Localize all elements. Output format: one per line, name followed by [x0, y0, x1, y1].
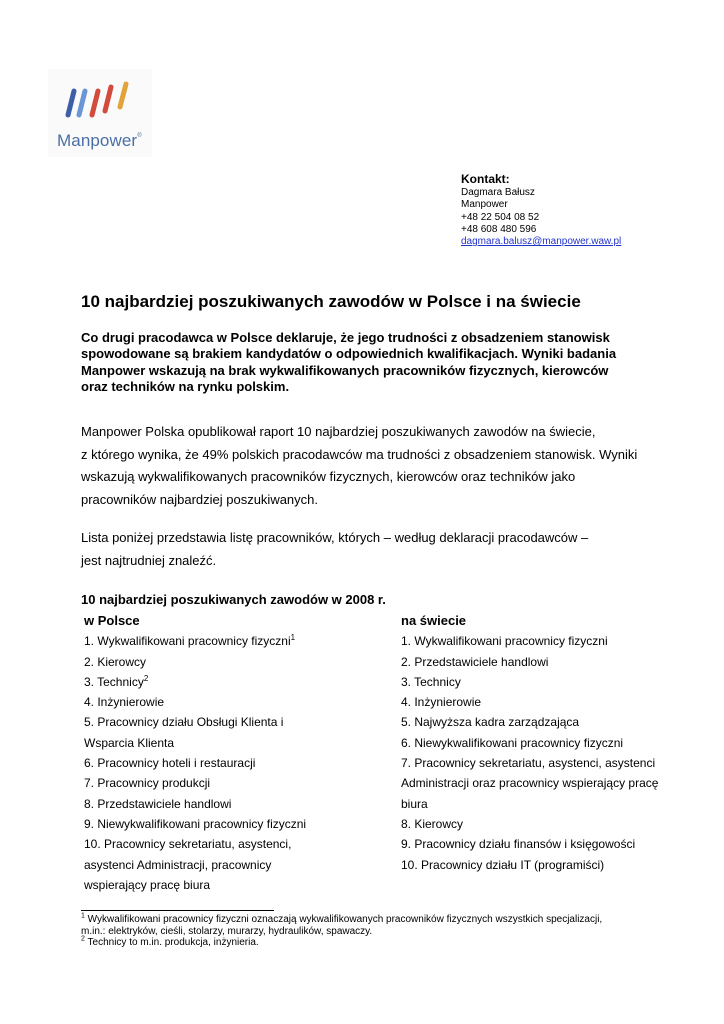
logo-stroke-5: [120, 84, 126, 107]
footnote-1-continuation: m.in.: elektryków, cieśli, stolarzy, murarzy, hydraulików, spawaczy.: [81, 925, 373, 937]
list-item: 6. Pracownicy hoteli i restauracji: [84, 756, 256, 771]
contact-block: [461, 172, 621, 248]
contact-email-link[interactable]: dagmara.balusz@manpower.waw.pl: [461, 236, 622, 248]
logo-stroke-3: [92, 91, 98, 115]
lead-paragraph: [81, 330, 641, 396]
list-item: 7. Pracownicy sekretariatu, asystenci, asystenci: [401, 756, 656, 771]
paragraph-line: pracowników najbardziej poszukiwanych.: [81, 491, 319, 507]
list-item: 5. Pracownicy działu Obsługi Klienta i: [84, 715, 284, 730]
footnotes: [81, 914, 602, 949]
logo-stroke-1: [68, 91, 74, 115]
footnote-1: [81, 914, 602, 926]
list-item-continuation: Wsparcia Klienta: [84, 735, 175, 750]
list-item: 1. Wykwalifikowani pracownicy fizyczni: [401, 634, 608, 649]
list-item: 9. Pracownicy działu finansów i księgowości: [401, 837, 636, 852]
list-item: [84, 672, 384, 692]
body-paragraph-2: [81, 527, 588, 572]
logo-wordmark-text: Manpower: [57, 131, 138, 150]
list-item: 10. Pracownicy sekretariatu, asystenci,: [84, 837, 292, 852]
list-item: 4. Inżynierowie: [84, 695, 165, 710]
contact-phone-1: +48 22 504 08 52: [461, 211, 540, 223]
contact-company: Manpower: [461, 199, 508, 211]
footnote-ref[interactable]: 1: [290, 633, 296, 643]
footnote-divider: [81, 910, 274, 911]
paragraph-line: Manpower Polska opublikował raport 10 najbardziej poszukiwanych zawodów na świecie,: [81, 424, 596, 439]
list-item-text: 3. Technicy: [84, 674, 144, 689]
contact-heading: Kontakt:: [461, 172, 510, 186]
world-column: [401, 611, 701, 875]
list-item: 2. Przedstawiciele handlowi: [401, 654, 549, 669]
footnote-text: Technicy to m.in. produkcja, inżynieria.: [84, 937, 259, 949]
paragraph-line: z którego wynika, że 49% polskich pracodawców ma trudności z obsadzeniem stanowisk. Wyniki: [81, 446, 638, 462]
poland-heading: w Polsce: [84, 613, 140, 628]
list-item: 3. Technicy: [401, 674, 461, 689]
list-item: 5. Najwyższa kadra zarządzająca: [401, 715, 580, 730]
body-paragraph-1: [81, 421, 637, 511]
lead-line: spowodowane są brakiem kandydatów o odpowiednich kwalifikacjach. Wyniki badania: [81, 346, 617, 362]
logo-wordmark: [57, 131, 142, 151]
list-item: 6. Niewykwalifikowani pracownicy fizyczni: [401, 735, 624, 750]
footnote-mark: 2: [81, 936, 85, 944]
world-heading: na świecie: [401, 613, 467, 628]
lead-line: Co drugi pracodawca w Polsce deklaruje, że jego trudności z obsadzeniem stanowisk: [81, 330, 610, 345]
logo-stroke-4: [105, 87, 111, 111]
list-item: 4. Inżynierowie: [401, 695, 482, 710]
list-item: 9. Niewykwalifikowani pracownicy fizyczni: [84, 816, 307, 831]
footnote-mark: 1: [81, 912, 85, 920]
page-title: 10 najbardziej poszukiwanych zawodów w Polsce i na świecie: [81, 292, 581, 311]
list-item: 8. Kierowcy: [401, 816, 464, 831]
list-item: 10. Pracownicy działu IT (programiści): [401, 857, 605, 872]
list-title: 10 najbardziej poszukiwanych zawodów w 2008 r.: [81, 592, 386, 607]
contact-name: Dagmara Bałusz: [461, 187, 535, 198]
manpower-logo: [48, 69, 152, 157]
footnote-ref[interactable]: 2: [143, 673, 149, 683]
manpower-logo-icon: [63, 77, 135, 123]
list-item: [84, 631, 384, 651]
lead-line: oraz techników na rynku polskim.: [81, 379, 290, 395]
footnote-2: [81, 937, 602, 949]
paragraph-line: jest najtrudniej znaleźć.: [81, 552, 217, 568]
list-item: 7. Pracownicy produkcji: [84, 776, 211, 791]
list-item-continuation: wspierający pracę biura: [84, 877, 211, 892]
list-item: 2. Kierowcy: [84, 654, 147, 669]
footnote-text: Wykwalifikowani pracownicy fizyczni oznaczają wykwalifikowanych pracowników fizycznych wszystkich specjalizacji,: [84, 914, 603, 925]
list-item: 8. Przedstawiciele handlowi: [84, 796, 232, 811]
contact-phone-2: +48 608 480 596: [461, 223, 537, 235]
paragraph-line: wskazują wykwalifikowanych pracowników fizycznych, kierowców oraz techników jako: [81, 469, 576, 485]
list-item-text: 1. Wykwalifikowani pracownicy fizyczni: [84, 634, 291, 649]
list-item-continuation: Administracji oraz pracownicy wspierający pracę: [401, 776, 659, 791]
logo-stroke-2: [79, 91, 85, 115]
list-item-continuation: asystenci Administracji, pracownicy: [84, 857, 272, 872]
lead-line: Manpower wskazują na brak wykwalifikowanych pracowników fizycznych, kierowców: [81, 362, 609, 378]
poland-column: [84, 611, 384, 895]
list-item-continuation: biura: [401, 796, 428, 811]
registered-mark: ®: [137, 133, 142, 139]
paragraph-line: Lista poniżej przedstawia listę pracowników, których – według deklaracji pracodawców –: [81, 530, 589, 545]
